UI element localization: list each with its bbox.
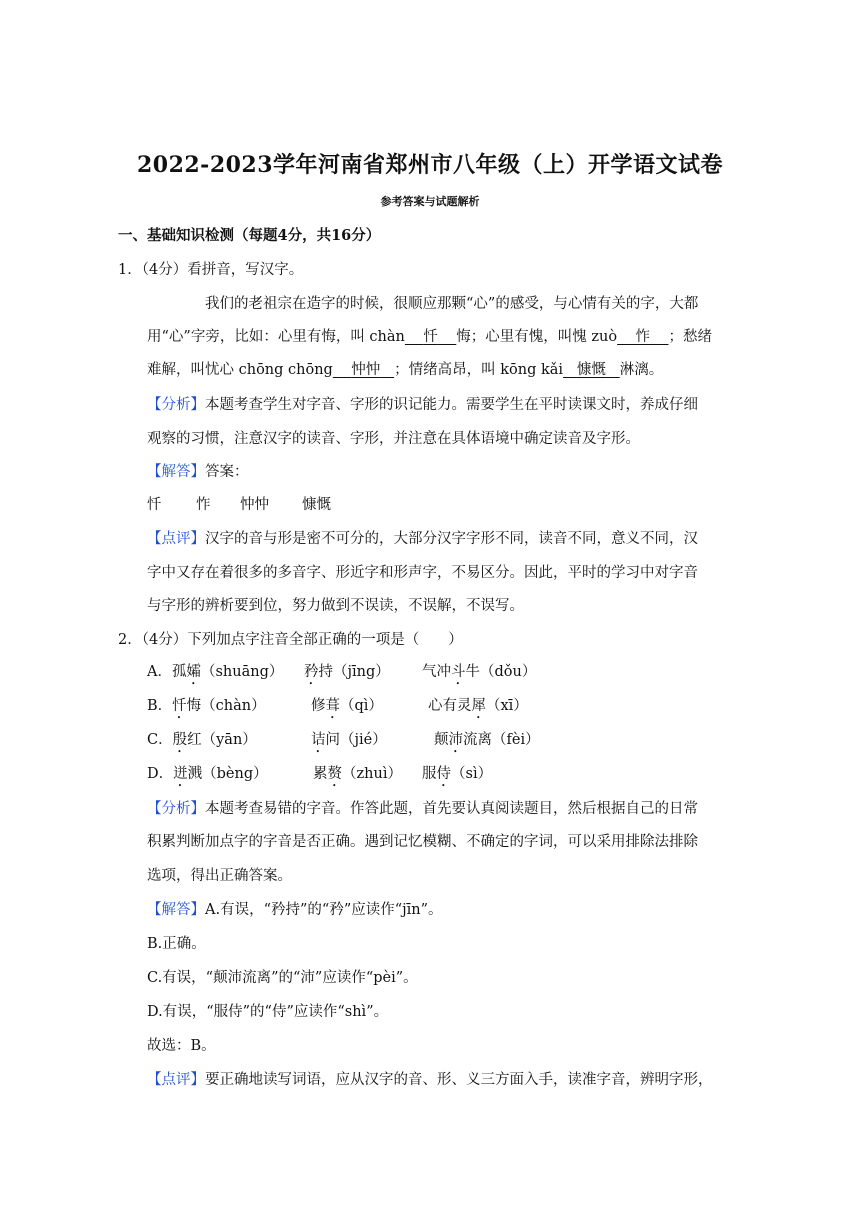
q2-option-d-word2: 累赘（zhuì）: [313, 766, 402, 782]
q2-option-a-word2: 矜持（jīng）: [304, 664, 390, 680]
q2-option-b-word3: 心有灵犀（xī）: [428, 698, 528, 714]
dotted-char: 葺: [325, 698, 340, 714]
option-label: A．: [147, 664, 172, 680]
q1-analysis-line2: 观察的习惯，注意汉字的读音、字形，并注意在具体语境中确定读音及字形。: [147, 431, 640, 447]
dotted-char: 殷: [172, 732, 188, 748]
q2-answer-line2: B.正确。: [147, 936, 206, 952]
dotted-char: 诘: [311, 732, 326, 748]
section-heading: 一、基础知识检测（每题4分，共16分）: [118, 227, 381, 244]
q1-answer-blank-2: 怍: [635, 329, 651, 345]
dotted-char: 赘: [327, 766, 342, 782]
dotted-char: 犀: [471, 698, 486, 714]
q1-passage-line3: [147, 360, 663, 380]
comment-tag: 【点评】: [147, 531, 205, 547]
option-label: C．: [147, 732, 173, 748]
page-title: 2022-2023学年河南省郑州市八年级（上）开学语文试卷: [136, 152, 724, 178]
q2-option-a[interactable]: A．孤孀（shuāng）: [147, 664, 284, 680]
answer-tag: 【解答】: [147, 902, 205, 918]
q2-answer-line4: D.有误，“服侍”的“侍”应读作“shì”。: [147, 1004, 389, 1020]
q2-analysis-line2: 积累判断加点字的字音是否正确。遇到记忆模糊、不确定的字词，可以采用排除法排除: [147, 834, 698, 850]
page-subtitle: 参考答案与试题解析: [380, 195, 480, 208]
q1-comment-line3: 与字形的辨析要到位，努力做到不误读，不误解，不误写。: [147, 598, 524, 614]
answer-tag: 【解答】: [147, 464, 205, 480]
q1-passage-line2: [147, 327, 712, 347]
q2-comment-line1: 【点评】要正确地读写词语，应从汉字的音、形、义三方面入手，读准字音，辨明字形，: [147, 1072, 713, 1088]
comment-tag: 【点评】: [147, 1072, 205, 1088]
dotted-char: 忏: [172, 698, 187, 714]
q1-text-3b: ；情绪高昂，叫 kōng kǎi: [394, 362, 564, 378]
q2-analysis-line3: 选项，得出正确答案。: [147, 868, 292, 884]
q1-answer-line: 【解答】答案：: [147, 464, 249, 480]
q1-stem: 1．（4分）看拼音，写汉字。: [118, 262, 304, 278]
q1-answer-blank-4: 慷慨: [576, 362, 606, 378]
q2-option-c[interactable]: C．殷红（yān）: [147, 732, 257, 748]
q2-answer-line1: 【解答】A.有误，“矜持”的“矜”应读作“jīn”。: [147, 902, 443, 918]
q2-stem: 2．（4分）下列加点字注音全部正确的一项是（ ）: [118, 632, 463, 648]
q1-text-2c: ；愁绪: [668, 329, 712, 345]
q1-answer-blank-3: 忡忡: [351, 362, 381, 378]
analysis-tag: 【分析】: [147, 397, 205, 413]
q2-option-c-word2: 诘问（jié）: [311, 732, 387, 748]
q1-analysis-line1: 【分析】本题考查学生对字音、字形的识记能力。需要学生在平时读课文时，养成仔细: [147, 397, 698, 413]
q2-analysis-line1: 【分析】本题考查易错的字音。作答此题，首先要认真阅读题目，然后根据自己的日常: [147, 801, 698, 817]
option-label: B．: [147, 698, 173, 714]
q1-answer-item: 忡忡: [240, 497, 269, 513]
q1-answer-blank-1: 忏: [423, 329, 438, 345]
q2-option-a-word3: 气冲斗牛（dǒu）: [422, 664, 537, 680]
dotted-char: 斗: [451, 664, 466, 680]
q1-text-3a: 难解，叫忧心 chōng chōng: [147, 362, 333, 378]
q2-answer-line3: C.有误，“颠沛流离”的“沛”应读作“pèi”。: [147, 970, 418, 986]
q2-option-d-word3: 服侍（sì）: [422, 766, 493, 782]
q2-option-b[interactable]: B．忏悔（chàn）: [147, 698, 266, 714]
q1-text-3c: 淋漓。: [619, 362, 664, 378]
dotted-char: 沛: [448, 732, 463, 748]
q1-text-2b: 悔；心里有愧，叫愧 zuò: [456, 329, 618, 345]
q2-option-b-word2: 修葺（qì）: [311, 698, 383, 714]
q1-answer-item: 慷慨: [302, 497, 331, 513]
dotted-char: 孀: [186, 664, 201, 680]
dotted-char: 矜: [304, 664, 319, 680]
q1-answer-item: 忏: [147, 497, 162, 513]
q2-answer-line5: 故选：B。: [147, 1038, 216, 1054]
q1-text-2a: 用“心”字旁，比如：心里有悔，叫 chàn: [147, 329, 405, 345]
analysis-tag: 【分析】: [147, 801, 205, 817]
option-label: D．: [147, 766, 174, 782]
q1-passage-line1: 我们的老祖宗在造字的时候，很顺应那颗“心”的感受，与心情有关的字，大都: [205, 296, 699, 312]
q1-comment-line2: 字中又存在着很多的多音字、形近字和形声字，不易区分。因此，平时的学习中对字音: [147, 565, 698, 581]
q1-comment-line1: 【点评】汉字的音与形是密不可分的，大部分汉字字形不同，读音不同，意义不同，汉: [147, 531, 698, 547]
q2-option-d[interactable]: D．迸溅（bèng）: [147, 766, 268, 782]
dotted-char: 迸: [173, 766, 188, 782]
q1-answer-item: 怍: [196, 497, 211, 513]
q2-option-c-word3: 颠沛流离（fèi）: [434, 732, 540, 748]
dotted-char: 侍: [436, 766, 451, 782]
